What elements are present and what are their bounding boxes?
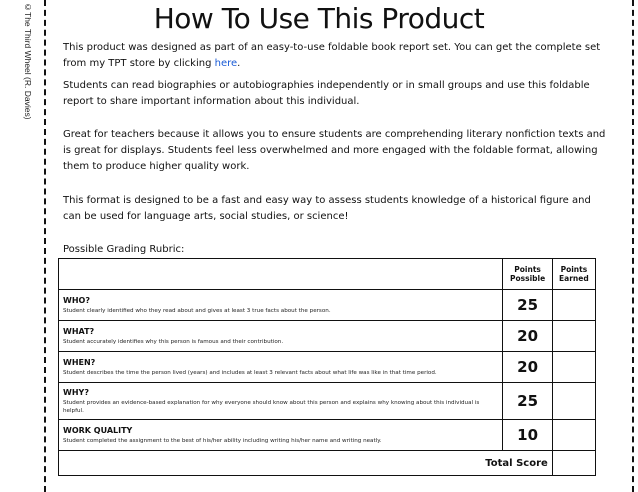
points-earned-cell [552,352,595,383]
rubric-header-blank [59,259,503,290]
points-earned-header: Points Earned [552,259,595,290]
benefits-paragraph: Great for teachers because it allows you to ensure students are comprehending literary nonfiction texts and is great for displays. Students feel less overwhelmed and more engaged with the foldable format, allowing them to produce higher quality work. [63,129,606,172]
points-earned-cell [552,290,595,321]
criterion-name: WHO? [63,295,90,305]
total-score-row [59,451,596,476]
table-row [59,290,596,321]
criterion-name: WORK QUALITY [63,425,133,435]
intro-paragraph [63,40,608,72]
tpt-store-link[interactable]: here [214,58,238,69]
rubric-header-row [59,259,596,290]
criterion-name: WHEN? [63,357,96,367]
criterion-name: WHY? [63,387,89,397]
table-row [59,383,596,420]
points-possible-value: 25 [503,383,552,420]
points-possible-value: 10 [503,420,552,451]
dashed-margin-rule-left [44,0,46,492]
criterion-description: Student completed the assignment to the best of his/her ability including writing his/her name and writing neatly. [63,437,382,444]
criterion-name: WHAT? [63,326,95,336]
criterion-cell [59,321,503,352]
grading-rubric-table [58,258,596,476]
points-possible-value: 20 [503,352,552,383]
points-possible-value: 20 [503,321,552,352]
criterion-description: Student describes the time the person lived (years) and includes at least 3 relevant facts about what life was like in that time period. [63,369,437,376]
intro-text: This product was designed as part of an easy-to-use foldable book report set. You can get the complete set from my TPT store by clicking [63,42,601,69]
table-row [59,321,596,352]
total-score-cell [552,451,595,476]
points-earned-cell [552,321,595,352]
criterion-cell [59,383,503,420]
dashed-margin-rule-right [632,0,634,492]
rubric-heading: Possible Grading Rubric: [63,244,185,255]
table-row [59,420,596,451]
points-earned-cell [552,420,595,451]
usage-paragraph: Students can read biographies or autobiographies independently or in small groups and use this foldable report to share important information about this individual. [63,80,590,107]
total-score-label: Total Score [59,451,553,476]
table-row [59,352,596,383]
criterion-cell [59,420,503,451]
points-earned-cell [552,383,595,420]
points-possible-header: Points Possible [503,259,552,290]
copyright-notice: ©The Third Wheel (R. Davies) [23,2,33,120]
criterion-description: Student provides an evidence-based explanation for why everyone should know about this person and explains why knowing about this individual is helpful. [63,399,480,414]
points-possible-value: 25 [503,290,552,321]
criterion-description: Student clearly identified who they read about and gives at least 3 true facts about the person. [63,307,331,314]
criterion-cell [59,290,503,321]
format-paragraph: This format is designed to be a fast and easy way to assess students knowledge of a historical figure and can be used for language arts, social studies, or science! [63,195,591,222]
criterion-description: Student accurately identifies why this person is famous and their contribution. [63,338,284,345]
criterion-cell [59,352,503,383]
page-title: How To Use This Product [153,2,485,35]
intro-text-end: . [237,58,241,69]
